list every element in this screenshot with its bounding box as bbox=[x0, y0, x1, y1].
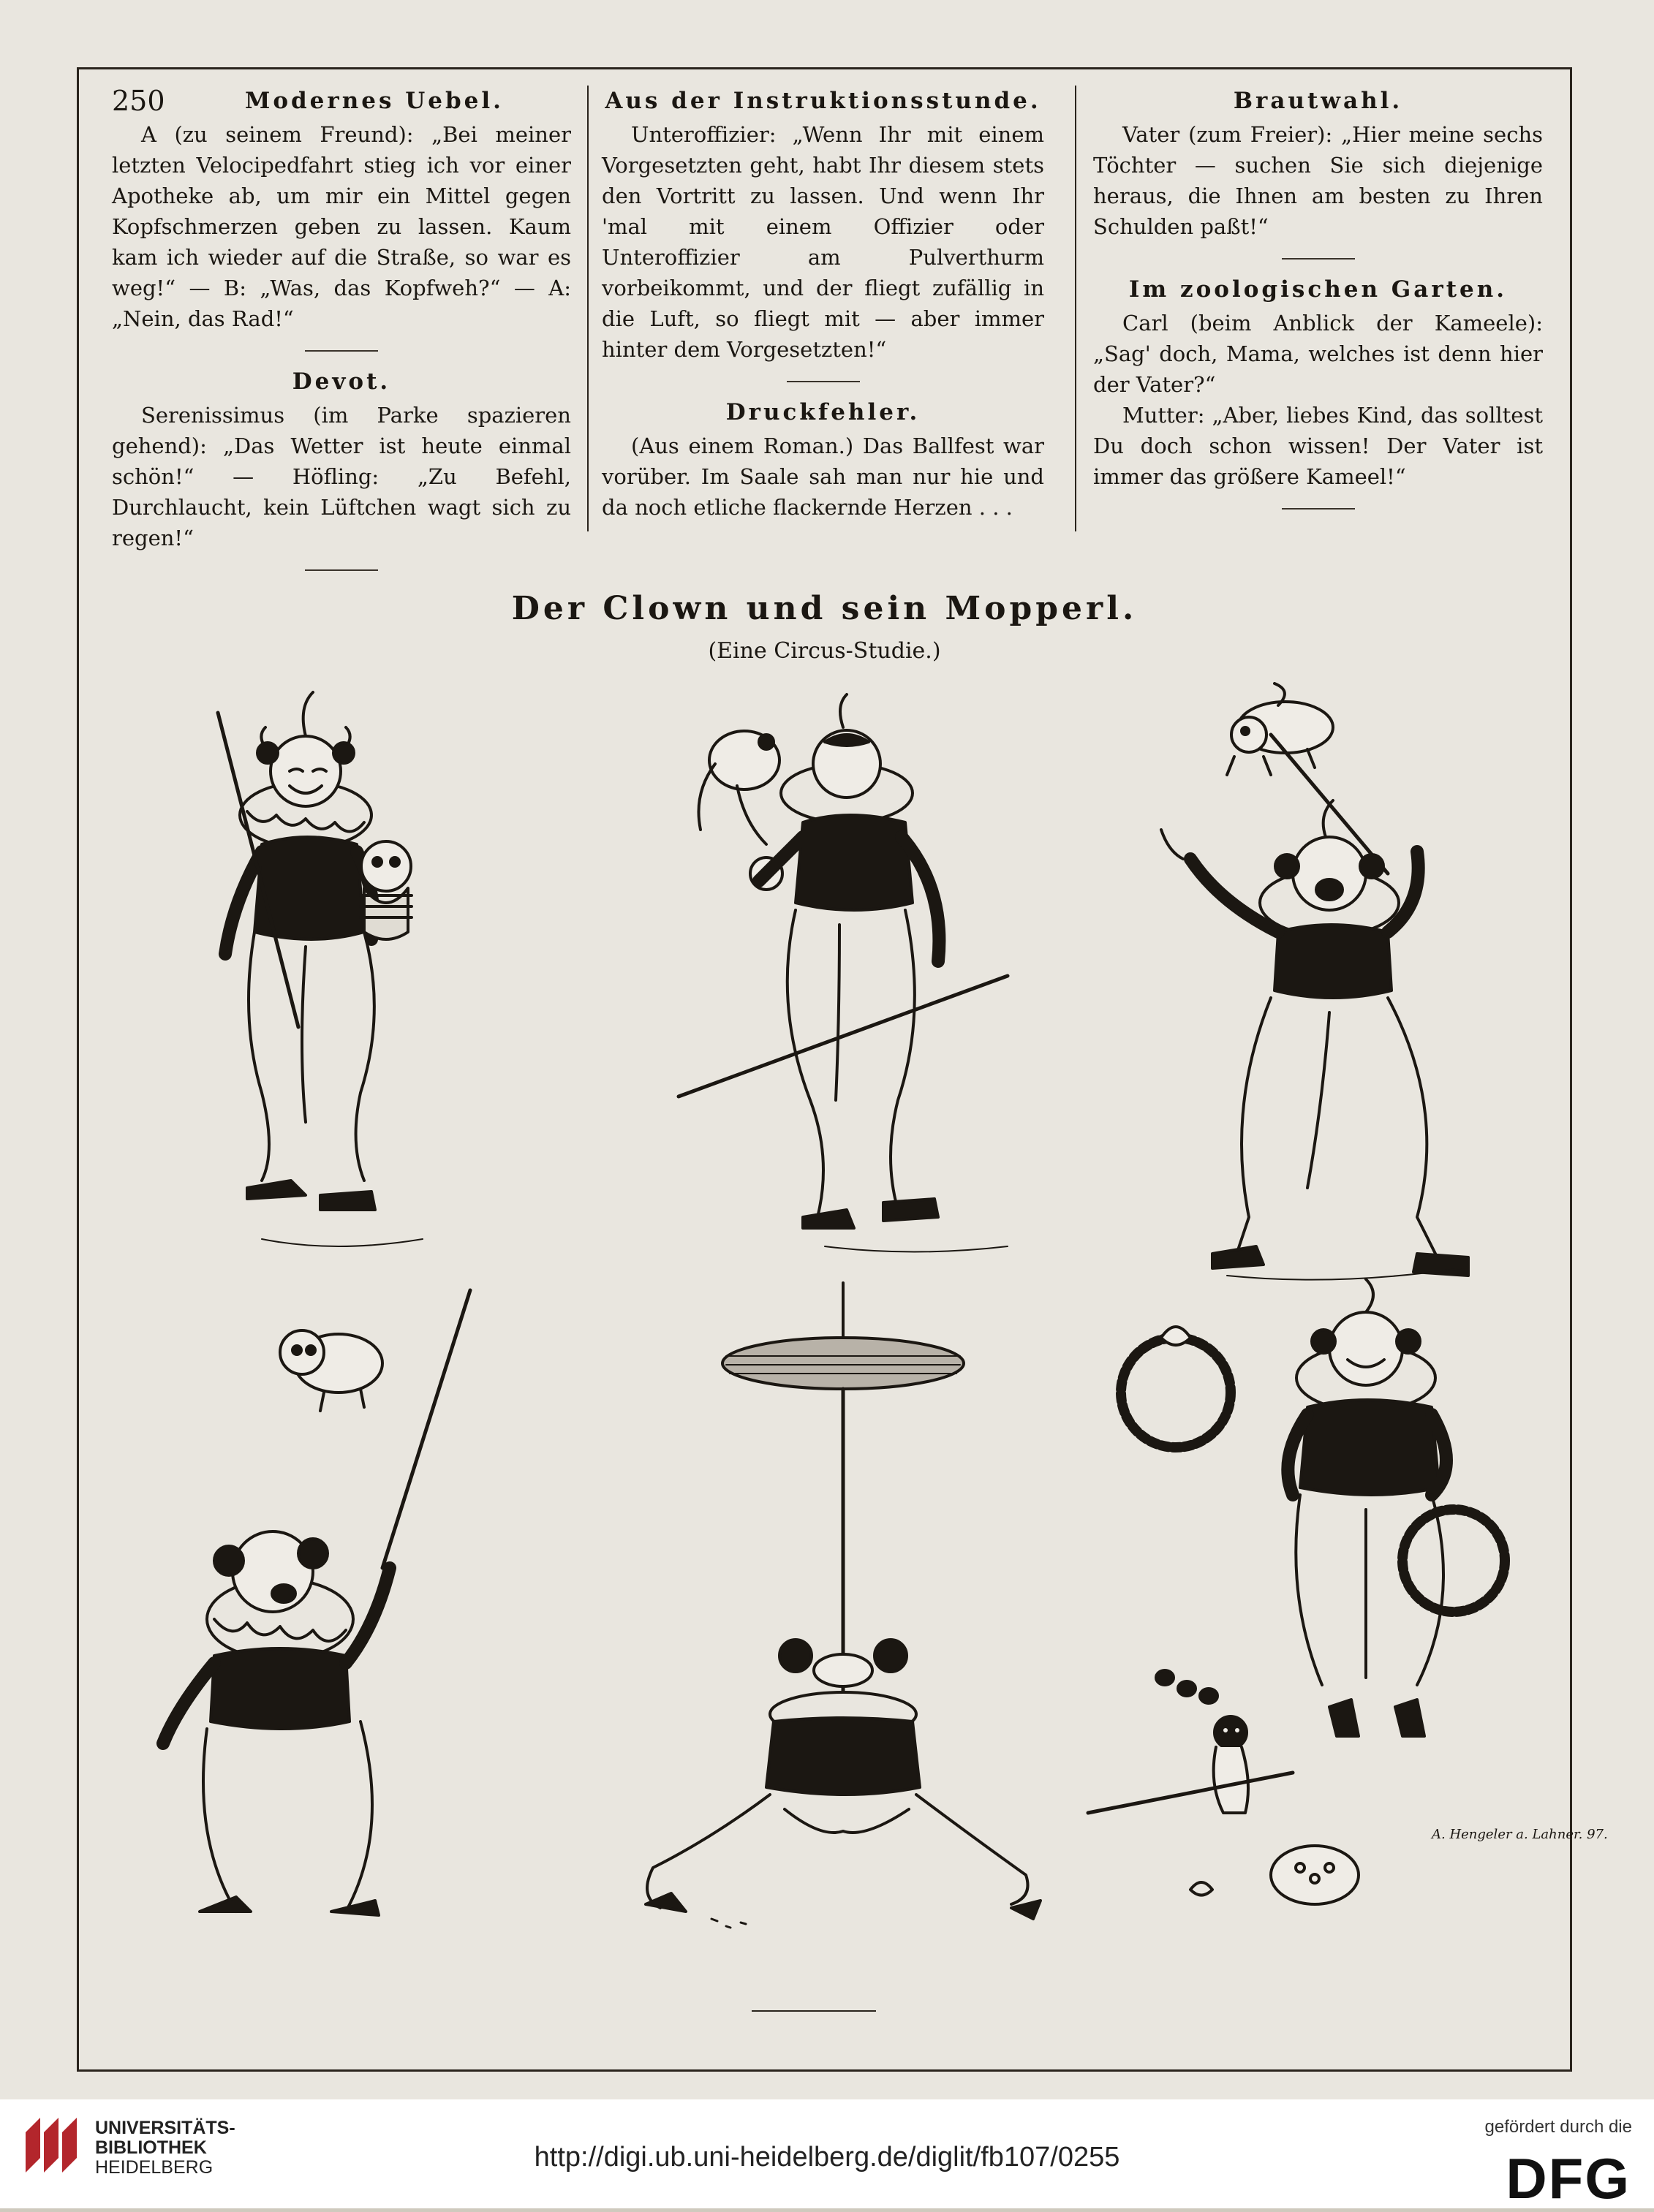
column-divider bbox=[587, 86, 589, 531]
cartoon-title: Der Clown und sein Mopperl. bbox=[511, 590, 1138, 627]
clown-illustration-1 bbox=[203, 683, 481, 1268]
article-text: A (zu seinem Freund): „Bei meiner letzten Velocipedfahrt stieg ich vor einer Apotheke ab, um mir ein Mittel gegen Kopfschmerzen geben zu lassen. Kaum kam ich wieder auf die Straße, so war es weg!“ — B: „Was, das Kopfweh?“ — A: „Nein, das Rad!“ bbox=[112, 122, 571, 331]
article-text: (Aus einem Roman.) Das Ballfest war vorüber. Im Saale sah man nur hie und da noch etliche flackernde Herzen . . . bbox=[602, 433, 1044, 520]
article-text: Unteroffizier: „Wenn Ihr mit einem Vorgesetzten geht, habt Ihr diesem stets den Vortritt zu lassen. Und wenn Ihr 'mal mit einem Offizier oder Unteroffizier am Pulverthurm vorbeikommt, und der fliegt zufällig in die Luft, so fliegt mit — aber immer hinter dem Vorgesetzten!“ bbox=[602, 122, 1044, 362]
article-text: Carl (beim Anblick der Kameele): „Sag' doch, Mama, welches ist denn hier der Vater?“ bbox=[1093, 311, 1543, 397]
clown-illustration-3 bbox=[1117, 691, 1541, 1290]
library-line-3: HEIDELBERG bbox=[95, 2157, 214, 2178]
page-frame bbox=[77, 67, 1608, 2072]
separator-rule bbox=[1282, 258, 1355, 260]
article-title: Druckfehler. bbox=[725, 399, 921, 425]
separator-rule bbox=[787, 381, 860, 382]
text-column-3 bbox=[1093, 86, 1543, 524]
article-title: Devot. bbox=[292, 368, 391, 395]
text-column-1 bbox=[112, 86, 571, 586]
separator-rule bbox=[305, 350, 378, 352]
text-column-2 bbox=[602, 86, 1044, 523]
article-text: Serenissimus (im Parke spazieren gehend): „Das Wetter ist heute einmal schön!“ — Höfling: „Zu Befehl, Durchlaucht, kein Lüftchen wagt sich zu regen!“ bbox=[112, 403, 571, 550]
clown-illustration-5 bbox=[631, 1283, 1055, 1955]
clown-illustration-2 bbox=[657, 691, 1037, 1268]
article-title: Brautwahl. bbox=[1233, 88, 1403, 114]
clown-illustration-4 bbox=[156, 1283, 492, 1926]
bottom-rule bbox=[752, 2010, 876, 2012]
funded-by-label: gefördert durch die bbox=[1484, 2117, 1632, 2137]
library-line-1: UNIVERSITÄTS- bbox=[95, 2118, 235, 2138]
dfg-logo: DFG bbox=[1506, 2146, 1631, 2211]
page-url-link[interactable]: http://digi.ub.uni-heidelberg.de/diglit/fb107/0255 bbox=[534, 2142, 1120, 2173]
page-number: 250 bbox=[112, 85, 165, 117]
article-title: Im zoologischen Garten. bbox=[1128, 276, 1508, 303]
library-line-2: BIBLIOTHEK bbox=[95, 2137, 207, 2158]
separator-rule bbox=[1282, 508, 1355, 510]
clown-illustration-6 bbox=[1088, 1298, 1608, 1941]
artist-signature: A. Hengeler a. Lahner. 97. bbox=[1432, 1827, 1608, 1842]
separator-rule bbox=[305, 569, 378, 571]
article-text: Mutter: „Aber, liebes Kind, das solltest Du doch schon wissen! Der Vater ist immer das größere Kameel!“ bbox=[1093, 403, 1543, 489]
article-text: Vater (zum Freier): „Hier meine sechs Töchter — suchen Sie sich diejenige heraus, die Ihnen am besten zu Ihren Schulden paßt!“ bbox=[1093, 122, 1543, 239]
article-title: Modernes Uebel. bbox=[245, 88, 504, 114]
column-divider bbox=[1075, 86, 1076, 531]
article-title: Aus der Instruktionsstunde. bbox=[605, 88, 1041, 114]
cartoon-subtitle: (Eine Circus-Studie.) bbox=[708, 638, 941, 664]
